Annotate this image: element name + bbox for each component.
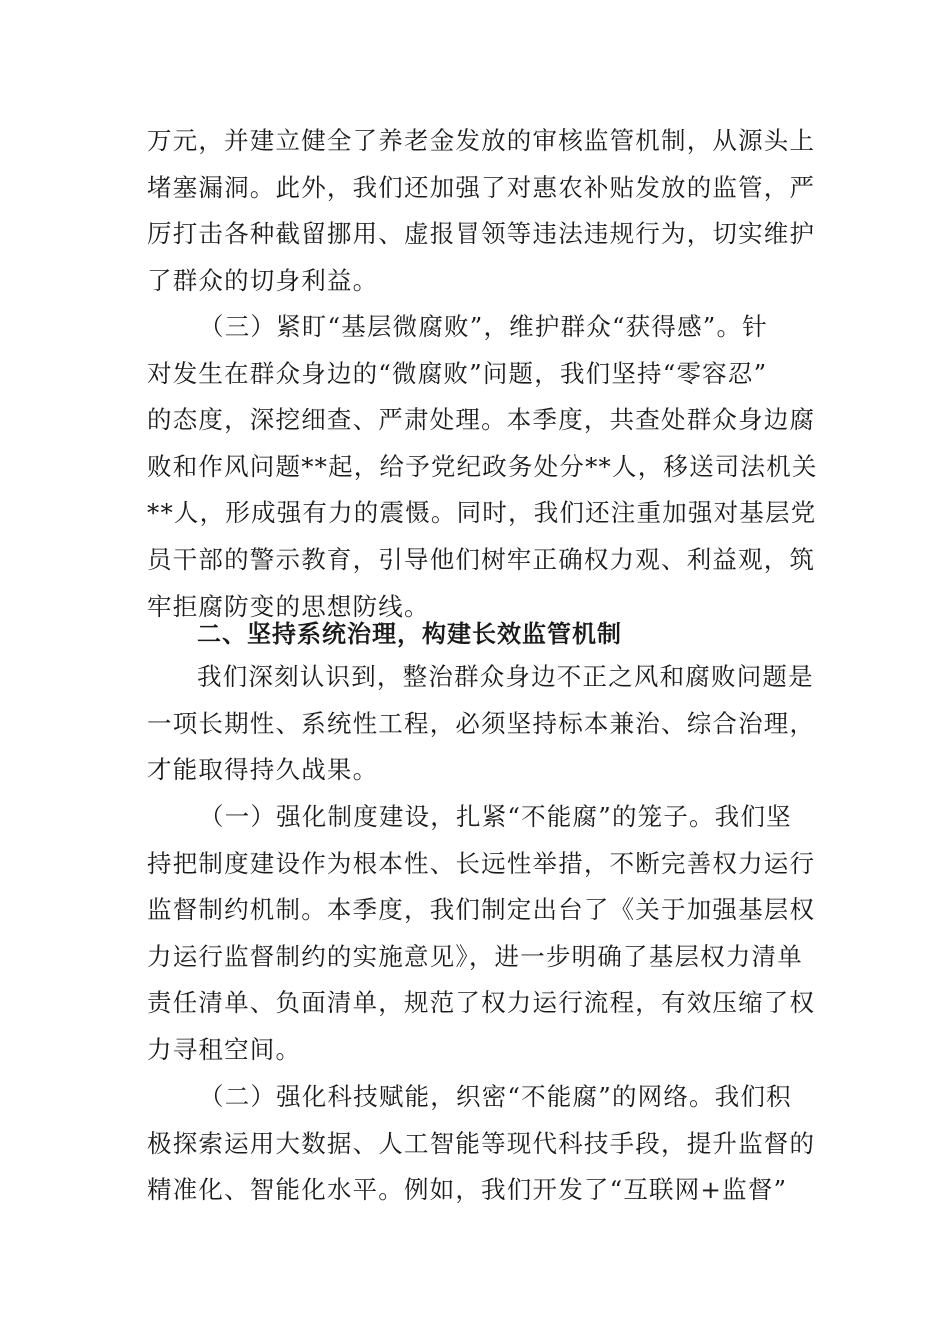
paragraph-micro-corruption	[147, 304, 818, 630]
text-line: 员干部的警示教育，引导他们树牢正确权力观、利益观，筑	[147, 544, 816, 574]
text-line: （三）紧盯“基层微腐败”，维护群众“获得感”。针	[199, 312, 768, 341]
text-line: 持把制度建设作为根本性、长远性举措，不断完善权力运行	[147, 848, 816, 878]
text-line: 精准化、智能化水平。例如，我们开发了“互联网+监督”	[147, 1175, 788, 1205]
text-line: 堵塞漏洞。此外，我们还加强了对惠农补贴发放的监管，严	[147, 172, 816, 202]
text-line: 的态度，深挖细查、严肃处理。本季度，共查处群众身边腐	[147, 405, 816, 435]
text-line: 牢拒腐防变的思想防线。	[147, 591, 430, 621]
text-line: 力寻租空间。	[147, 1034, 302, 1064]
text-line: 责任清单、负面清单，规范了权力运行流程，有效压缩了权	[147, 988, 816, 1018]
text-line: 厉打击各种截留挪用、虚报冒领等违法违规行为，切实维护	[147, 219, 816, 249]
text-line: 万元，并建立健全了养老金发放的审核监管机制，从源头上	[147, 126, 816, 155]
text-line: 才能取得持久战果。	[147, 755, 379, 785]
text-line: 极探索运用大数据、人工智能等现代科技手段，提升监督的	[147, 1128, 816, 1158]
paragraph-institution-building	[147, 794, 816, 1074]
text-line: 我们深刻认识到，整治群众身边不正之风和腐败问题是	[197, 662, 814, 691]
text-line: 对发生在群众身边的“微腐败”问题，我们坚持“零容忍”	[147, 358, 768, 388]
paragraph-technology-empowerment	[147, 1074, 816, 1214]
text-line: 了群众的切身利益。	[147, 265, 379, 295]
section-heading: 二、坚持系统治理，构建长效监管机制	[197, 620, 622, 648]
text-line: 一项长期性、系统性工程，必须坚持标本兼治、综合治理，	[147, 708, 816, 738]
text-line: 监督制约机制。本季度，我们制定出台了《关于加强基层权	[147, 895, 816, 925]
text-line: 力运行监督制约的实施意见》，进一步明确了基层权力清单	[147, 941, 803, 971]
text-line: （二）强化科技赋能，织密“不能腐”的网络。我们积	[199, 1082, 792, 1111]
text-line: 败和作风问题**起，给予党纪政务处分**人，移送司法机关	[147, 451, 818, 481]
paragraph-systematic-governance	[147, 654, 816, 794]
paragraph-pension-supervision	[147, 118, 816, 304]
text-line: **人，形成强有力的震慑。同时，我们还注重加强对基层党	[147, 498, 817, 528]
text-line: （一）强化制度建设，扎紧“不能腐”的笼子。我们坚	[199, 802, 792, 831]
